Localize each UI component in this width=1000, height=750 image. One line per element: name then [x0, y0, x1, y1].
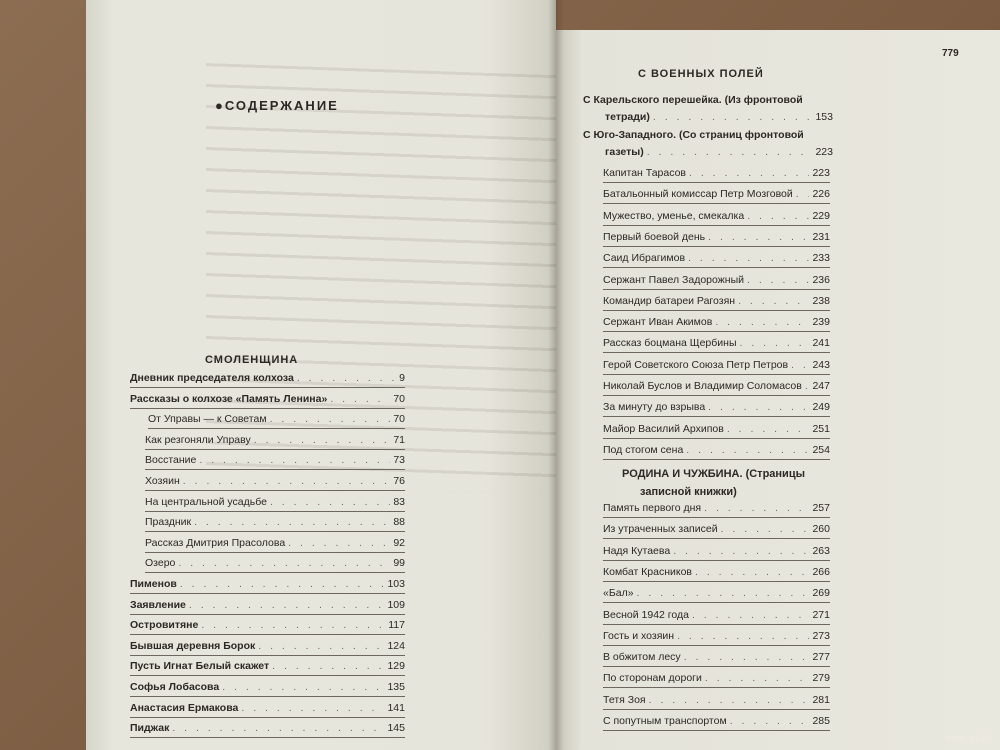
toc-entry-title: Пусть Игнат Белый скажет — [130, 660, 270, 673]
toc-entry — [603, 672, 830, 685]
toc-entry-southwest: С Юго-Западного. (Со страниц фронтовой — [583, 129, 804, 141]
row-underline — [130, 655, 405, 656]
row-underline — [603, 560, 830, 561]
toc-leader-dots — [330, 393, 390, 406]
row-underline — [130, 614, 405, 615]
toc-leader-dots — [183, 475, 391, 488]
toc-entry-page: 103 — [387, 578, 405, 590]
toc-entry-page: 70 — [393, 392, 405, 405]
row-underline — [603, 459, 830, 460]
bleed-through-text — [206, 63, 556, 497]
toc-entry-page: 141 — [387, 701, 405, 714]
toc-entry-page: 241 — [812, 337, 830, 350]
toc-entry — [145, 434, 405, 447]
toc-entry-title: Как резгоняли Управу — [145, 433, 251, 446]
row-underline — [603, 246, 830, 247]
toc-entry-title: Бывшая деревня Борок — [130, 639, 256, 652]
page-number: 779 — [942, 48, 959, 59]
contents-heading: ●СОДЕРЖАНИЕ — [215, 98, 339, 113]
toc-entry-title: Надя Кутаева — [603, 544, 671, 557]
toc-entry — [130, 372, 405, 385]
toc-entry-page: 285 — [812, 715, 830, 727]
toc-entry-title: «Бал» — [603, 587, 634, 600]
toc-entry-title: Капитан Тарасов — [603, 167, 687, 179]
row-underline — [603, 517, 830, 518]
toc-entry-title: Заявление — [130, 598, 186, 611]
row-underline — [603, 645, 830, 646]
toc-entry-southwest-cont: газеты) . . . 223 — [583, 146, 833, 159]
toc-entry — [145, 496, 405, 509]
toc-entry-title: На центральной усадьбе — [145, 495, 267, 508]
toc-entry-title: Софья Лобасова — [130, 681, 220, 693]
toc-entry — [603, 231, 830, 244]
section-homeland-cont: записной книжки) — [640, 486, 737, 498]
toc-leader-dots — [740, 337, 810, 350]
toc-leader-dots — [791, 359, 809, 372]
toc-entry — [130, 722, 405, 735]
toc-entry-title: Рассказ боцмана Щербины — [603, 337, 737, 350]
row-underline — [603, 310, 830, 311]
toc-entry-title: Саид Ибрагимов — [603, 252, 686, 265]
toc-leader-dots — [747, 274, 809, 287]
row-underline — [603, 709, 830, 710]
toc-entry — [130, 702, 405, 715]
toc-entry — [603, 715, 830, 728]
toc-entry-page: 145 — [387, 722, 405, 735]
toc-leader-dots — [689, 167, 809, 180]
row-underline — [603, 730, 830, 731]
section-war-fields: С ВОЕННЫХ ПОЛЕЙ — [638, 68, 764, 80]
row-underline — [603, 581, 830, 582]
toc-entry-title: Анастасия Ермакова — [130, 701, 239, 714]
toc-leader-dots — [272, 660, 384, 673]
section-smolenshchina: СМОЛЕНЩИНА — [205, 354, 299, 366]
bullet-icon: ● — [215, 98, 225, 113]
toc-entry — [130, 599, 405, 612]
row-underline — [130, 634, 405, 635]
row-underline — [603, 203, 830, 204]
toc-entry — [603, 401, 830, 414]
toc-entry-page: 254 — [812, 443, 830, 456]
toc-entry — [603, 587, 830, 600]
toc-entry-page: 236 — [812, 273, 830, 286]
toc-entry-page: 124 — [387, 639, 405, 652]
row-underline — [603, 352, 830, 353]
toc-entry-page: 229 — [812, 209, 830, 222]
toc-entry-page: 263 — [812, 544, 830, 557]
toc-leader-dots — [677, 630, 809, 643]
toc-leader-dots — [708, 231, 809, 244]
toc-entry — [603, 694, 830, 707]
toc-entry — [603, 609, 830, 622]
row-underline — [145, 531, 405, 532]
toc-entry-page: 109 — [387, 598, 405, 611]
toc-leader-dots — [704, 502, 809, 515]
row-underline — [130, 717, 405, 718]
toc-entry-page: 88 — [393, 516, 405, 529]
toc-entry-page: 223 — [812, 167, 830, 179]
toc-entry-title: Командир батареи Рагозян — [603, 294, 736, 307]
toc-entry — [603, 210, 830, 223]
toc-leader-dots — [805, 380, 810, 393]
toc-leader-dots — [254, 434, 391, 447]
toc-entry-title: С попутным транспортом — [603, 715, 727, 727]
toc-entry-title: От Управы — к Советам — [148, 413, 267, 426]
toc-leader-dots — [270, 496, 390, 509]
toc-entry — [603, 651, 830, 664]
toc-entry-title: Рассказы о колхозе «Память Ленина» — [130, 392, 328, 405]
toc-entry — [603, 630, 830, 643]
toc-entry-title: Хозяин — [145, 475, 180, 487]
toc-entry-title: За минуту до взрыва — [603, 401, 706, 414]
toc-entry-page: 226 — [812, 188, 830, 201]
toc-entry-title: Герой Советского Союза Петр Петров — [603, 358, 789, 371]
toc-entry-title: Праздник — [145, 516, 192, 529]
toc-entry-page: 71 — [393, 433, 405, 446]
toc-entry-title: Память первого дня — [603, 502, 702, 514]
toc-entry-page: 92 — [393, 536, 405, 549]
toc-leader-dots — [727, 423, 810, 436]
toc-leader-dots — [715, 316, 809, 329]
toc-leader-dots — [199, 454, 390, 467]
toc-leader-dots — [738, 295, 809, 308]
toc-entry-title: Гость и хозяин — [603, 629, 675, 642]
toc-entry-page: 257 — [812, 502, 830, 514]
toc-leader-dots — [172, 722, 384, 735]
toc-entry-page: 9 — [399, 372, 405, 384]
row-underline — [603, 225, 830, 226]
toc-leader-dots — [180, 578, 385, 591]
toc-entry — [148, 413, 405, 426]
toc-leader-dots — [747, 210, 809, 223]
toc-entry-page: 281 — [812, 693, 830, 706]
toc-entry-page: 260 — [812, 523, 830, 536]
toc-entry — [130, 393, 405, 406]
toc-leader-dots — [695, 566, 809, 579]
toc-entry — [145, 454, 405, 467]
book-gutter — [548, 0, 564, 750]
toc-entry-title: Восстание — [145, 454, 197, 467]
toc-entry — [130, 619, 405, 632]
row-underline — [603, 182, 830, 183]
toc-entry — [603, 523, 830, 536]
row-underline — [145, 490, 405, 491]
toc-leader-dots — [705, 672, 810, 685]
row-underline — [145, 511, 405, 512]
row-underline — [145, 552, 405, 553]
toc-entry-title: Комбат Красников — [603, 565, 693, 578]
toc-leader-dots — [721, 523, 810, 536]
row-underline — [603, 666, 830, 667]
toc-entry-page: 99 — [393, 557, 405, 570]
toc-entry — [603, 252, 830, 265]
toc-entry-page: 135 — [387, 681, 405, 693]
toc-entry — [603, 316, 830, 329]
toc-leader-dots — [194, 516, 390, 529]
toc-entry — [603, 274, 830, 287]
toc-leader-dots — [201, 619, 385, 632]
toc-entry-title: Сержант Иван Акимов — [603, 316, 713, 329]
toc-entry-title: Батальонный комиссар Петр Мозговой — [603, 188, 793, 201]
row-underline — [145, 449, 405, 450]
toc-leader-dots — [796, 188, 810, 201]
toc-entry — [130, 681, 405, 694]
row-underline — [130, 408, 405, 409]
toc-entry-page: 238 — [812, 294, 830, 307]
toc-leader-dots — [241, 702, 384, 715]
toc-entry-title: Пименов — [130, 578, 177, 590]
toc-entry-title: Из утраченных записей — [603, 523, 718, 536]
row-underline — [130, 696, 405, 697]
row-underline — [130, 675, 405, 676]
toc-entry-page: 233 — [812, 252, 830, 265]
toc-entry-karelian: С Карельского перешейка. (Из фронтовой — [583, 94, 803, 106]
toc-leader-dots — [686, 444, 809, 457]
toc-entry-title: Весной 1942 года — [603, 608, 689, 621]
toc-entry-title: Пиджак — [130, 722, 170, 735]
row-underline — [603, 289, 830, 290]
toc-entry-page: 271 — [812, 608, 830, 621]
row-underline — [145, 469, 405, 470]
toc-entry — [603, 359, 830, 372]
row-underline — [148, 428, 405, 429]
toc-leader-dots — [637, 587, 810, 600]
toc-entry-page: 273 — [812, 629, 830, 642]
toc-leader-dots — [692, 609, 810, 622]
toc-entry — [603, 295, 830, 308]
toc-entry-title: Под стогом сена — [603, 443, 684, 456]
row-underline — [603, 538, 830, 539]
toc-leader-dots — [222, 681, 384, 694]
toc-entry-title: Рассказ Дмитрия Прасолова — [145, 536, 286, 549]
toc-entry — [145, 516, 405, 529]
toc-entry-page: 117 — [388, 619, 405, 632]
toc-entry — [145, 475, 405, 488]
toc-entry-page: 231 — [812, 230, 830, 243]
toc-entry — [603, 188, 830, 201]
toc-leader-dots — [684, 651, 810, 664]
toc-entry-page: 76 — [393, 475, 405, 487]
toc-entry — [603, 380, 830, 393]
toc-entry-title: Тетя Зоя — [603, 693, 646, 706]
row-underline — [603, 602, 830, 603]
row-underline — [603, 687, 830, 688]
row-underline — [603, 438, 830, 439]
toc-entry-page: 277 — [812, 651, 830, 664]
toc-entry-title: Сержант Павел Задорожный — [603, 273, 744, 286]
toc-entry — [603, 502, 830, 515]
toc-entry-title: В обжитом лесу — [603, 651, 681, 664]
toc-leader-dots — [688, 252, 809, 265]
row-underline — [603, 267, 830, 268]
toc-entry-page: 266 — [812, 565, 830, 578]
row-underline — [130, 593, 405, 594]
toc-entry-page: 129 — [387, 660, 405, 673]
toc-entry — [603, 545, 830, 558]
row-underline — [603, 416, 830, 417]
toc-entry-page: 239 — [812, 316, 830, 329]
toc-entry-title: По сторонам дороги — [603, 672, 702, 685]
row-underline — [130, 387, 405, 388]
toc-leader-dots — [270, 413, 391, 426]
toc-entry-title: Дневник председателя колхоза — [130, 372, 294, 384]
toc-entry-karelian-cont: тетради) . . . 153 — [583, 111, 833, 124]
toc-entry — [603, 167, 830, 180]
toc-entry-title: Майор Василий Архипов — [603, 422, 724, 435]
row-underline — [603, 395, 830, 396]
toc-entry-title: Озеро — [145, 557, 176, 570]
toc-entry-title: Островитяне — [130, 619, 199, 632]
toc-entry — [145, 557, 405, 570]
row-underline — [603, 624, 830, 625]
toc-leader-dots — [288, 537, 390, 550]
toc-entry-title: Мужество, уменье, смекалка — [603, 209, 745, 222]
toc-entry-page: 269 — [812, 587, 830, 600]
row-underline — [130, 737, 405, 738]
toc-entry-page: 279 — [812, 672, 830, 685]
toc-leader-dots — [708, 401, 809, 414]
toc-leader-dots — [178, 557, 390, 570]
row-underline — [603, 374, 830, 375]
toc-entry — [130, 640, 405, 653]
toc-leader-dots — [258, 640, 384, 653]
toc-entry — [603, 566, 830, 579]
toc-entry — [130, 660, 405, 673]
toc-entry-page: 243 — [812, 358, 830, 371]
toc-entry-title: Первый боевой день — [603, 230, 706, 243]
toc-entry-page: 249 — [812, 401, 830, 414]
toc-entry-page: 70 — [393, 413, 405, 426]
toc-entry — [603, 423, 830, 436]
toc-leader-dots — [649, 694, 810, 707]
toc-entry — [603, 337, 830, 350]
toc-leader-dots — [189, 599, 385, 612]
toc-entry-page: 247 — [812, 380, 830, 392]
toc-entry-page: 83 — [393, 495, 405, 508]
toc-entry — [145, 537, 405, 550]
watermark: www.ay.by — [944, 733, 992, 744]
toc-leader-dots — [730, 715, 810, 728]
section-homeland: РОДИНА И ЧУЖБИНА. (Страницы — [622, 468, 805, 480]
toc-entry — [130, 578, 405, 591]
toc-leader-dots — [297, 372, 396, 385]
toc-entry-page: 251 — [812, 422, 830, 435]
row-underline — [603, 331, 830, 332]
toc-entry — [603, 444, 830, 457]
row-underline — [145, 572, 405, 573]
toc-entry-title: Николай Буслов и Владимир Соломасов — [603, 380, 802, 392]
toc-leader-dots — [673, 545, 809, 558]
toc-entry-page: 73 — [393, 454, 405, 467]
